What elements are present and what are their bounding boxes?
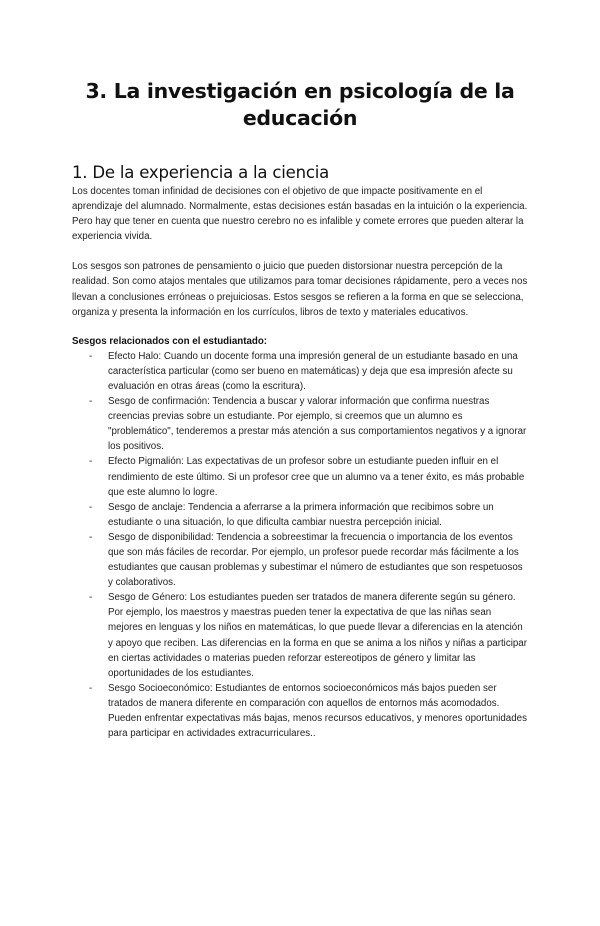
biases-list-heading: Sesgos relacionados con el estudiantado:: [72, 335, 268, 347]
list-item: [72, 454, 528, 499]
list-item: [72, 590, 528, 681]
document-title: 3. La investigación en psicología de la educación: [85, 79, 515, 130]
bias-text: Sesgo de confirmación: Tendencia a buscar y valorar información que confirma nuestras creencias previas sobre un estudiante. Por ejemplo, si creemos que un alumno es "problemático", tenderemos a prestar más atención a sus comportamientos negativos y a ignorar los positivos.: [108, 396, 527, 453]
section-heading: 1. De la experiencia a la ciencia: [72, 163, 329, 182]
bias-text: Sesgo de anclaje: Tendencia a aferrarse a la primera información que recibimos sobre un estudiante o una situación, lo que dificulta cambiar nuestra percepción inicial.: [108, 501, 494, 528]
bullet-dash: -: [89, 682, 93, 694]
document-page: [0, 78, 600, 926]
bias-text: Efecto Halo: Cuando un docente forma una impresión general de un estudiante basado en una característica particular (como ser bueno en matemáticas) y deja que esa impresión afecte su evaluación en otras áreas (como la escritura).: [108, 350, 518, 392]
bullet-dash: -: [89, 501, 93, 513]
bias-text: Sesgo Socioeconómico: Estudiantes de entornos socioeconómicos más bajos pueden ser tratados de manera diferente en comparación con aquellos de entornos más acomodados. Pueden enfrentar expectativas más bajas, menos recursos educativos, y menores oportunidades para participar en actividades extracurriculares..: [108, 682, 527, 740]
bullet-dash: -: [89, 350, 93, 362]
list-item: [72, 349, 528, 394]
biases-list: [72, 349, 528, 741]
bullet-dash: -: [89, 456, 93, 468]
bias-text: Sesgo de Género: Los estudiantes pueden ser tratados de manera diferente según su género. Por ejemplo, los maestros y maestras pueden tener la expectativa de que las niñas sean mejores en lenguas y los niños en matemáticas, lo que puede llevar a diferencias en la atención y apoyo que reciben. Las diferencias en la forma en que se anima a los niños y niñas a participar en ciertas actividades o materias pueden reforzar estereotipos de género y limitar las oportunidades de los estudiantes.: [108, 592, 527, 679]
paragraph-biases-definition: Los sesgos son patrones de pensamiento o juicio que pueden distorsionar nuestra percepción de la realidad. Son como atajos mentales que utilizamos para tomar decisiones rápidamente, pero a veces nos llevan a conclusiones erróneas o prejuiciosas. Estos sesgos se refieren a la forma en que se selecciona, organiza y presenta la información en los currículos, libros de texto y materiales educativos.: [72, 261, 528, 318]
list-item: [72, 500, 528, 530]
list-item: [72, 394, 528, 454]
paragraph-intro: Los docentes toman infinidad de decisiones con el objetivo de que impacte positivamente en el aprendizaje del alumnado. Normalmente, estas decisiones están basadas en la intuición o la experiencia. Pero hay que tener en cuenta que nuestro cerebro no es infalible y comete errores que pueden alterar la experiencia vivida.: [72, 186, 528, 243]
bullet-dash: -: [89, 592, 93, 604]
list-item: [72, 681, 528, 741]
bias-text: Sesgo de disponibilidad: Tendencia a sobreestimar la frecuencia o importancia de los eventos que son más fáciles de recordar. Por ejemplo, un profesor puede recordar más fácilmente a los estudiantes que causan problemas y subestimar el número de estudiantes que son respetuosos y colaborativos.: [108, 531, 523, 589]
bullet-dash: -: [89, 396, 93, 408]
bias-text: Efecto Pigmalión: Las expectativas de un profesor sobre un estudiante pueden influir en el rendimiento de este último. Si un profesor cree que un alumno va a tener éxito, es más probable que este alumno lo logre.: [108, 456, 525, 498]
bullet-dash: -: [89, 531, 93, 543]
list-item: [72, 530, 528, 590]
